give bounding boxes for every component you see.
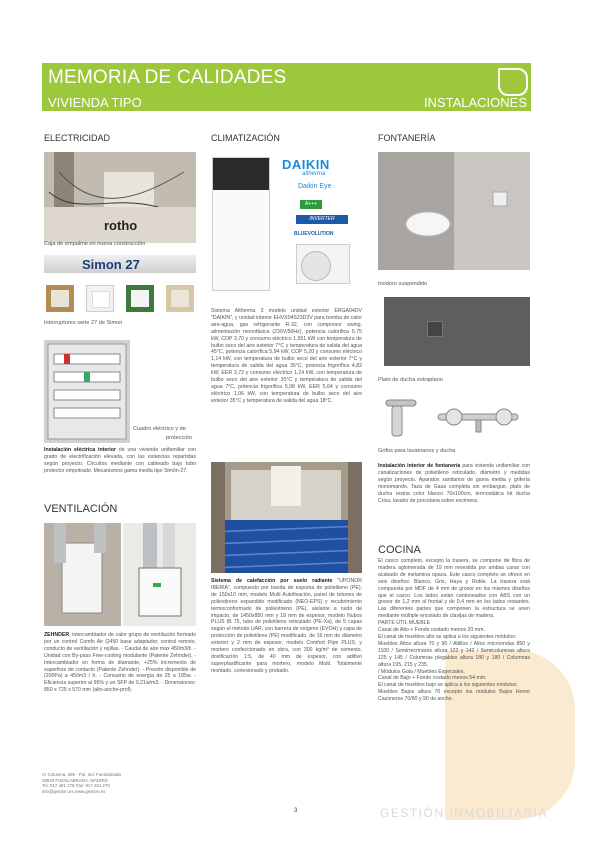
ventilacion-title: VENTILACIÓN (44, 503, 118, 515)
shower-tray-photo (384, 297, 530, 366)
watermark-text: GESTIÓN INMOBILIARIA (380, 806, 549, 820)
fan-icon (301, 251, 331, 281)
daikin-altherma-label: altherma (302, 171, 326, 177)
switch-photo-2 (86, 285, 114, 312)
ventilation-photo-1 (44, 523, 121, 626)
cocina-text (378, 558, 530, 703)
floor-heating-text (211, 578, 362, 675)
footer-line-1: C/ Columna, 385 - Pol. Ind. Fuenlabrada (42, 772, 121, 777)
electricidad-title: ELECTRICIDAD (44, 133, 111, 143)
footer-line-2: 28943 FUENLABRADA, MADRID (42, 777, 108, 783)
page-number: 3 (294, 808, 298, 814)
outdoor-unit-photo (296, 244, 350, 284)
cocina-text-8: El canal de muebles bajo se aplica a los siguientes módulos: (378, 682, 518, 689)
floor-heating-drawing (211, 462, 362, 573)
page-title: MEMORIA DE CALIDADES (48, 67, 287, 88)
electricidad-text (44, 447, 196, 475)
footer-address (42, 772, 192, 794)
svg-text:rotho: rotho (104, 218, 138, 233)
taps-photo (378, 392, 530, 442)
footer-line-3: Tel: 917 481 278 Fax: 917 481 270 (42, 783, 110, 789)
taps-caption: Grifos para lavamanos y ducha (378, 448, 456, 454)
panel-caption-2: protección (166, 435, 192, 441)
floor-heating-text-bold: Sistema de calefacción por suelo radiante (211, 578, 333, 584)
electricidad-text-bold: Instalación eléctrica interior (44, 447, 116, 453)
switch-caption: Interruptores serie 27 de Simon (44, 320, 123, 326)
ventilation-drawing-1 (44, 523, 121, 626)
cocina-text-6: / Módulos Gola / Muebles Especiales. (378, 668, 465, 675)
cocina-text-3: Canal de Alto + Fondo costado menos 20 mm. (378, 627, 485, 634)
cocina-text-2: PARTE ÚTIL MUEBLE (378, 620, 431, 627)
electric-panel-drawing (44, 340, 130, 443)
simon-brand: Simon 27 (82, 257, 140, 272)
cocina-text-5: Muebles Altos altura 70 y 90 / Altillos / Altos microondas 850 y 1100 / Semirrecrinares altura 122 y 142 / Semicolumnas altura 125 y 145 / Columnas plegables altura 180 y 180 / Columnas altura 195, 215 y 235. (378, 640, 530, 668)
switch-photo-1 (46, 285, 74, 312)
ventilacion-text-body: , intercambiador de calor grupo de ventilación formado por un control Comfo Air Q450 base adaptador, control remoto, conducto de ventilación y rejillas. - Caudal de aire max 450m3/h. - Unidad con By-pass Free-cooling modulante (Patente Zehnder). - Intercambiador en forma de diamante, +25% incremento de superficie de contacto (Patente Zehnder). - Presión disponible de (200Pa) a 450m3 / h. - Consumo de energía de 25 a 185w. - Eficiencia superior al 95% y un SFP de 0,21w/m3. - Dimensiones: 850 x 725 x 570 mm (alto-ancho-prof). (44, 632, 196, 694)
indoor-unit-photo (212, 157, 270, 291)
electric-box-drawing (44, 152, 196, 243)
cocina-text-1: El casco completo, excepto la trasera, se compone de fibra de madera aglomerada de 19 mm revestida por ambas caras con acabado de melamina opaca. Este casco completo se ofrece en seis diseños: Blanco, Gris, Haya y Roble. La trasera está compuesta por MDF de 4 mm de grosor en los mismos diseños que el casco. Los lados están cantoneados con ABS con un grosor de 1,2 mm al frontal y de 0,4 mm en los lados restantes. Las diferentes partes que componen la estructura se unen mediante múltiple encolado de clavijas de madera. (378, 558, 530, 620)
switch-photo-4 (166, 285, 194, 312)
toilet-drawing (378, 152, 530, 270)
company-logo-icon (498, 68, 528, 96)
drain-icon (427, 321, 443, 337)
cocina-text-4: El canal de muebles alto se aplica a los siguientes módulos: (378, 633, 517, 640)
fontaneria-text-body: para vivienda unifamiliar con canalizaciones de polietileno reticulado, diámetro y medidas según proyecto. Aparatos sanitarios de gama media y grifería monomando. Taza de Gasa completa sin embargue, plato de ducha resina color blanco 70x100cm, termostática kit ducha Crisa, lavabo de porcelana sobre encimera. (378, 463, 531, 504)
electric-panel-photo (44, 340, 130, 443)
electric-box-caption: Caja de empalme en nueva construcción (44, 241, 146, 247)
ventilation-photo-2 (123, 523, 196, 626)
ventilation-drawing-2 (123, 523, 196, 626)
toilet-caption: Inodoro suspendido (378, 281, 428, 287)
climatizacion-title: CLIMATIZACIÓN (211, 133, 280, 143)
daikin-eye-label: Daikin Eye (298, 183, 332, 190)
fontaneria-text-bold: Instalación interior de fontanería (378, 463, 461, 469)
climatizacion-text: Sistema Altherma 3 modelo unidad exterior ERGA04DV "DAIKIN", y unidad interior EHVX04S23D3V para bomba de calor aire-agua, gas refrigerante R-32, con compresor swing, alimentación monofásica (230V/50Hz), potencia calorífica 5,75 kW, COP 3,70 y consumo eléctrico 1,551 kW con temperatura de bulbo seco del aire exterior 7°C y temperatura de salida del agua 45°C, potencia calorífica 5,94 kW, COP 5,20 y consumo eléctrico 1,14 kW, con temperatura de bulbo seco del aire exterior 7°C y temperatura de salida del agua 35°C, potencia frigorífica 4,82 kW, EER 3,72 y consumo eléctrico 1,24 kW, con temperatura de bulbo seco del aire exterior 35°C y temperatura de salida del agua 7°C, potencia frigorífica 5,98 kW, EER 5,64 y consumo eléctrico 1,06 kW, con temperatura de bulbo seco del aire exterior 35°C y temperatura de salida del agua 18°C. (211, 308, 362, 404)
fontaneria-text (378, 463, 530, 504)
electricidad-text-body: de una vivienda unifamiliar con grado de electrificación elevada, con las estancias repartidas según proyecto. Circuitos mediante con cableado bajo tubo protector empotrado. Mecanismos gama media tipo Simón-27. (44, 447, 197, 474)
ventilacion-text-bold: ZEHNDER (44, 632, 70, 638)
inverter-badge: INVERTER (296, 215, 348, 224)
panel-caption-1: Cuadro eléctrico y de (133, 426, 186, 432)
toilet-photo (378, 152, 530, 270)
page-subtitle: VIVIENDA TIPO (48, 95, 142, 110)
cocina-text-9: Muebles Bajos altura 70 excepto los módulos Bajos Horno Cazoneros 70/80 y 90 de ancho. (378, 689, 530, 703)
cocina-text-7: Canal de Bajo + Fondo costado menos 54 mm. (378, 675, 487, 682)
bluevolution-label: BLUEVOLUTION (294, 231, 334, 237)
footer-line-4: info@gestion.es www.gestion.es (42, 788, 106, 794)
floor-heating-text-body: "UPONOR IBERIA", compuesto por banda de espuma de polietileno (PE), de 150x10 mm, modelo Multi Autofixación, panel de tetones de poliestireno expandido modificado (NEO-EPS) y recubrimiento termoconformado de poliestireno (PE), aislante a ruido de impacto, de 1450x850 mm y 18 mm de espesor, modelo Nubos PLUS IB 75, tubo de polietileno reticulado (PE-Xa), de 5 capas según el método UAR, con barrera de oxígeno (EVOH) y capa de protección de polietileno (PE) modificado, de 16 mm de diámetro exterior y 2 mm de espesor, modelo Comfort Pipe PLUS, y mortero confeccionado en obra, con 300 kg/m³ de cemento, dosificación 1:5, de 40 mm de espesor, con aditivo superplastificante para mortero, modelo Multi. Totalmente montado, conexionado y probado. (211, 578, 362, 674)
indoor-unit-panel (213, 158, 269, 190)
ventilacion-text (44, 632, 196, 694)
shower-tray-caption: Plato de ducha extraplano (378, 377, 443, 383)
floor-heating-photo (211, 462, 362, 573)
electric-box-photo (44, 152, 196, 243)
cocina-title: COCINA (378, 544, 421, 556)
switch-photo-3 (126, 285, 154, 312)
daikin-logo: DAIKIN (282, 157, 330, 172)
section-label: INSTALACIONES (423, 95, 527, 110)
fontaneria-title: FONTANERÍA (378, 133, 436, 143)
taps-drawing (378, 392, 530, 442)
energy-badge: A+++ (300, 200, 322, 209)
